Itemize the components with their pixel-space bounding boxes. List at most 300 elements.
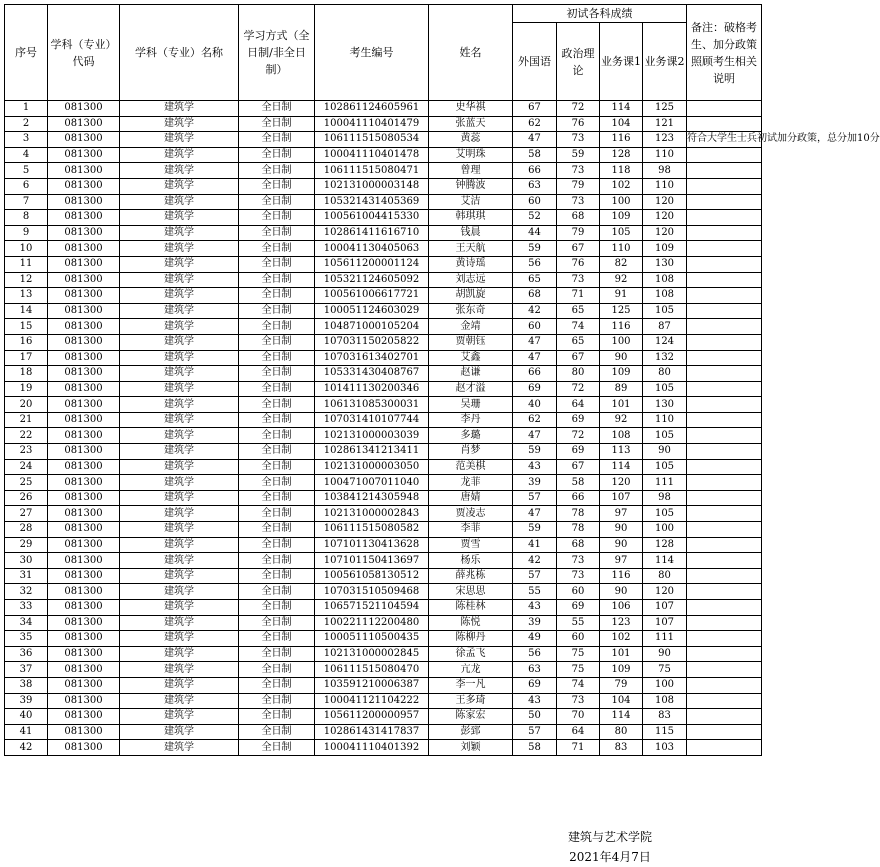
cell-major-code: 081300 [48,568,120,584]
cell-major-code: 081300 [48,210,120,226]
cell-student-name: 韩琪琪 [429,210,513,226]
cell-index: 18 [5,366,48,382]
cell-politics-score: 71 [557,288,600,304]
cell-index: 21 [5,412,48,428]
cell-course-2-score: 107 [643,615,687,631]
cell-foreign-language-score: 57 [513,724,557,740]
cell-course-2-score: 105 [643,459,687,475]
table-row [5,210,762,226]
cell-politics-score: 80 [557,366,600,382]
cell-politics-score: 65 [557,334,600,350]
cell-study-mode: 全日制 [239,101,315,117]
cell-course-2-score: 80 [643,568,687,584]
cell-politics-score: 72 [557,381,600,397]
cell-major-code: 081300 [48,631,120,647]
cell-remark [687,194,762,210]
cell-major-name: 建筑学 [120,178,239,194]
cell-foreign-language-score: 65 [513,272,557,288]
cell-major-name: 建筑学 [120,522,239,538]
header-scores-group: 初试各科成绩 [513,5,687,23]
cell-study-mode: 全日制 [239,444,315,460]
cell-student-name: 陈桂林 [429,600,513,616]
cell-major-name: 建筑学 [120,584,239,600]
header-politics: 政治理论 [557,23,600,101]
table-row [5,693,762,709]
cell-foreign-language-score: 59 [513,241,557,257]
cell-index: 6 [5,178,48,194]
cell-course-1-score: 92 [600,412,643,428]
cell-remark [687,646,762,662]
cell-index: 4 [5,147,48,163]
cell-major-code: 081300 [48,584,120,600]
cell-politics-score: 79 [557,225,600,241]
cell-major-code: 081300 [48,428,120,444]
cell-exam-id: 103591210006387 [315,677,429,693]
cell-politics-score: 55 [557,615,600,631]
cell-course-1-score: 97 [600,553,643,569]
cell-politics-score: 73 [557,194,600,210]
cell-course-2-score: 75 [643,662,687,678]
cell-index: 10 [5,241,48,257]
table-row [5,194,762,210]
cell-major-code: 081300 [48,506,120,522]
cell-exam-id: 107031150205822 [315,334,429,350]
cell-politics-score: 68 [557,537,600,553]
cell-politics-score: 69 [557,444,600,460]
cell-foreign-language-score: 66 [513,163,557,179]
cell-major-name: 建筑学 [120,225,239,241]
footer [530,827,690,867]
cell-course-1-score: 102 [600,178,643,194]
cell-index: 2 [5,116,48,132]
cell-course-1-score: 83 [600,740,643,756]
cell-index: 1 [5,101,48,117]
cell-study-mode: 全日制 [239,288,315,304]
cell-course-2-score: 105 [643,428,687,444]
cell-politics-score: 68 [557,210,600,226]
table-row [5,537,762,553]
cell-major-code: 081300 [48,241,120,257]
cell-student-name: 陈家宏 [429,709,513,725]
cell-course-1-score: 114 [600,459,643,475]
cell-student-name: 贾凌志 [429,506,513,522]
cell-major-name: 建筑学 [120,428,239,444]
cell-major-name: 建筑学 [120,568,239,584]
cell-exam-id: 102131000002843 [315,506,429,522]
cell-course-2-score: 120 [643,225,687,241]
cell-student-name: 刘志远 [429,272,513,288]
cell-course-1-score: 100 [600,334,643,350]
cell-student-name: 张蓝天 [429,116,513,132]
cell-course-1-score: 104 [600,693,643,709]
cell-course-1-score: 116 [600,319,643,335]
cell-student-name: 黄诗瑶 [429,256,513,272]
cell-foreign-language-score: 60 [513,194,557,210]
cell-remark [687,397,762,413]
cell-remark [687,693,762,709]
cell-student-name: 赵才溢 [429,381,513,397]
cell-foreign-language-score: 57 [513,490,557,506]
table-row [5,147,762,163]
cell-foreign-language-score: 55 [513,584,557,600]
cell-politics-score: 73 [557,163,600,179]
cell-politics-score: 69 [557,600,600,616]
cell-politics-score: 67 [557,459,600,475]
cell-course-2-score: 109 [643,241,687,257]
cell-student-name: 黄蕊 [429,132,513,148]
cell-index: 41 [5,724,48,740]
table-row [5,412,762,428]
cell-major-code: 081300 [48,459,120,475]
cell-exam-id: 107101130413628 [315,537,429,553]
cell-index: 19 [5,381,48,397]
cell-student-name: 王天航 [429,241,513,257]
cell-exam-id: 106111515080470 [315,662,429,678]
cell-politics-score: 72 [557,101,600,117]
cell-student-name: 胡凯旋 [429,288,513,304]
cell-student-name: 李菲 [429,522,513,538]
cell-major-code: 081300 [48,132,120,148]
cell-politics-score: 58 [557,475,600,491]
cell-major-code: 081300 [48,381,120,397]
cell-major-code: 081300 [48,475,120,491]
cell-exam-id: 106111515080471 [315,163,429,179]
cell-exam-id: 106571521104594 [315,600,429,616]
cell-student-name: 贾雪 [429,537,513,553]
cell-foreign-language-score: 39 [513,615,557,631]
cell-course-1-score: 101 [600,646,643,662]
cell-remark [687,147,762,163]
cell-study-mode: 全日制 [239,568,315,584]
cell-exam-id: 100471007011040 [315,475,429,491]
cell-politics-score: 78 [557,506,600,522]
cell-course-1-score: 113 [600,444,643,460]
cell-study-mode: 全日制 [239,366,315,382]
cell-exam-id: 102131000003039 [315,428,429,444]
cell-exam-id: 102131000003050 [315,459,429,475]
cell-index: 39 [5,693,48,709]
cell-foreign-language-score: 62 [513,412,557,428]
cell-study-mode: 全日制 [239,475,315,491]
table-row [5,740,762,756]
cell-remark [687,381,762,397]
cell-major-name: 建筑学 [120,116,239,132]
cell-major-code: 081300 [48,553,120,569]
cell-index: 5 [5,163,48,179]
cell-course-2-score: 123 [643,132,687,148]
cell-exam-id: 102131000002845 [315,646,429,662]
cell-course-1-score: 92 [600,272,643,288]
cell-politics-score: 67 [557,241,600,257]
cell-major-name: 建筑学 [120,334,239,350]
header-exam-id: 考生编号 [315,5,429,101]
cell-exam-id: 102861411616710 [315,225,429,241]
cell-politics-score: 72 [557,428,600,444]
cell-remark [687,334,762,350]
cell-remark [687,537,762,553]
cell-course-2-score: 111 [643,631,687,647]
cell-politics-score: 75 [557,646,600,662]
cell-study-mode: 全日制 [239,615,315,631]
cell-remark [687,615,762,631]
cell-student-name: 赵谦 [429,366,513,382]
cell-major-name: 建筑学 [120,397,239,413]
cell-index: 29 [5,537,48,553]
cell-student-name: 多璐 [429,428,513,444]
cell-index: 17 [5,350,48,366]
cell-study-mode: 全日制 [239,428,315,444]
cell-remark [687,163,762,179]
cell-student-name: 范美棋 [429,459,513,475]
cell-course-2-score: 100 [643,677,687,693]
cell-major-name: 建筑学 [120,350,239,366]
cell-politics-score: 60 [557,631,600,647]
cell-exam-id: 100041121104222 [315,693,429,709]
cell-remark [687,178,762,194]
cell-foreign-language-score: 63 [513,662,557,678]
cell-study-mode: 全日制 [239,506,315,522]
header-major-name: 学科（专业）名称 [120,5,239,101]
cell-study-mode: 全日制 [239,397,315,413]
cell-student-name: 唐婧 [429,490,513,506]
cell-student-name: 王多琦 [429,693,513,709]
cell-course-1-score: 100 [600,194,643,210]
cell-remark [687,631,762,647]
cell-remark [687,677,762,693]
cell-course-1-score: 89 [600,381,643,397]
cell-foreign-language-score: 67 [513,101,557,117]
cell-major-code: 081300 [48,646,120,662]
cell-course-2-score: 132 [643,350,687,366]
cell-study-mode: 全日制 [239,537,315,553]
cell-index: 11 [5,256,48,272]
cell-major-code: 081300 [48,412,120,428]
cell-course-1-score: 104 [600,116,643,132]
cell-study-mode: 全日制 [239,553,315,569]
cell-index: 16 [5,334,48,350]
cell-course-1-score: 128 [600,147,643,163]
cell-major-name: 建筑学 [120,101,239,117]
cell-study-mode: 全日制 [239,116,315,132]
cell-course-1-score: 116 [600,568,643,584]
cell-study-mode: 全日制 [239,210,315,226]
cell-course-2-score: 115 [643,724,687,740]
cell-study-mode: 全日制 [239,662,315,678]
cell-exam-id: 103841214305948 [315,490,429,506]
cell-major-name: 建筑学 [120,490,239,506]
cell-course-1-score: 105 [600,225,643,241]
cell-remark [687,506,762,522]
cell-major-code: 081300 [48,600,120,616]
cell-study-mode: 全日制 [239,631,315,647]
table-row [5,319,762,335]
cell-foreign-language-score: 60 [513,319,557,335]
cell-study-mode: 全日制 [239,272,315,288]
table-row [5,272,762,288]
cell-remark [687,522,762,538]
cell-study-mode: 全日制 [239,490,315,506]
cell-study-mode: 全日制 [239,178,315,194]
cell-index: 32 [5,584,48,600]
cell-course-1-score: 125 [600,303,643,319]
table-row [5,677,762,693]
cell-remark [687,101,762,117]
cell-politics-score: 76 [557,116,600,132]
cell-major-code: 081300 [48,334,120,350]
cell-study-mode: 全日制 [239,709,315,725]
cell-course-1-score: 114 [600,709,643,725]
cell-remark [687,724,762,740]
table-row [5,334,762,350]
cell-foreign-language-score: 56 [513,646,557,662]
cell-politics-score: 71 [557,740,600,756]
cell-major-code: 081300 [48,693,120,709]
cell-course-2-score: 105 [643,303,687,319]
cell-study-mode: 全日制 [239,740,315,756]
cell-exam-id: 102861341213411 [315,444,429,460]
table-row [5,475,762,491]
cell-major-name: 建筑学 [120,256,239,272]
cell-major-name: 建筑学 [120,693,239,709]
header-index: 序号 [5,5,48,101]
header-remark: 备注：破格考生、加分政策照顾考生相关说明 [687,5,762,101]
score-table [4,4,880,756]
cell-exam-id: 104871000105204 [315,319,429,335]
cell-major-code: 081300 [48,256,120,272]
cell-student-name: 艾鑫 [429,350,513,366]
cell-study-mode: 全日制 [239,693,315,709]
cell-study-mode: 全日制 [239,194,315,210]
cell-foreign-language-score: 42 [513,553,557,569]
cell-student-name: 刘颖 [429,740,513,756]
cell-course-2-score: 90 [643,444,687,460]
cell-remark [687,428,762,444]
cell-major-name: 建筑学 [120,381,239,397]
cell-major-code: 081300 [48,225,120,241]
cell-exam-id: 107031410107744 [315,412,429,428]
cell-major-code: 081300 [48,194,120,210]
cell-exam-id: 106111515080582 [315,522,429,538]
cell-major-code: 081300 [48,615,120,631]
cell-remark [687,709,762,725]
cell-course-2-score: 103 [643,740,687,756]
cell-foreign-language-score: 69 [513,381,557,397]
cell-exam-id: 100041110401392 [315,740,429,756]
cell-major-code: 081300 [48,709,120,725]
cell-politics-score: 64 [557,397,600,413]
cell-remark [687,662,762,678]
cell-remark [687,553,762,569]
cell-exam-id: 106131085300031 [315,397,429,413]
cell-exam-id: 100221112200480 [315,615,429,631]
cell-major-code: 081300 [48,319,120,335]
cell-course-1-score: 118 [600,163,643,179]
cell-course-1-score: 108 [600,428,643,444]
table-row [5,506,762,522]
cell-study-mode: 全日制 [239,334,315,350]
cell-study-mode: 全日制 [239,132,315,148]
header-course-2: 业务课2 [643,23,687,101]
cell-index: 33 [5,600,48,616]
cell-remark [687,568,762,584]
cell-major-name: 建筑学 [120,163,239,179]
table-row [5,459,762,475]
cell-student-name: 李丹 [429,412,513,428]
table-row [5,225,762,241]
cell-course-2-score: 87 [643,319,687,335]
footer-date: 2021年4月7日 [569,850,651,864]
cell-remark [687,490,762,506]
cell-remark [687,366,762,382]
cell-course-1-score: 109 [600,210,643,226]
cell-course-2-score: 98 [643,490,687,506]
cell-study-mode: 全日制 [239,677,315,693]
cell-course-1-score: 123 [600,615,643,631]
header-course-1: 业务课1 [600,23,643,101]
cell-exam-id: 100051124603029 [315,303,429,319]
cell-course-2-score: 108 [643,288,687,304]
cell-remark [687,241,762,257]
cell-index: 34 [5,615,48,631]
cell-index: 40 [5,709,48,725]
cell-major-code: 081300 [48,101,120,117]
cell-study-mode: 全日制 [239,350,315,366]
cell-major-name: 建筑学 [120,709,239,725]
cell-course-1-score: 114 [600,101,643,117]
cell-major-code: 081300 [48,272,120,288]
cell-foreign-language-score: 39 [513,475,557,491]
cell-politics-score: 79 [557,178,600,194]
cell-student-name: 张东奇 [429,303,513,319]
table-row [5,178,762,194]
cell-study-mode: 全日制 [239,241,315,257]
cell-student-name: 薛兆栋 [429,568,513,584]
cell-student-name: 金靖 [429,319,513,335]
table-row [5,615,762,631]
cell-major-code: 081300 [48,490,120,506]
cell-student-name: 艾明珠 [429,147,513,163]
cell-remark [687,444,762,460]
cell-foreign-language-score: 50 [513,709,557,725]
cell-course-1-score: 80 [600,724,643,740]
cell-major-name: 建筑学 [120,677,239,693]
cell-foreign-language-score: 58 [513,740,557,756]
cell-exam-id: 105331430408767 [315,366,429,382]
cell-foreign-language-score: 42 [513,303,557,319]
cell-index: 27 [5,506,48,522]
cell-remark [687,412,762,428]
cell-index: 20 [5,397,48,413]
cell-remark [687,210,762,226]
cell-course-2-score: 121 [643,116,687,132]
cell-study-mode: 全日制 [239,724,315,740]
cell-foreign-language-score: 44 [513,225,557,241]
cell-foreign-language-score: 47 [513,506,557,522]
cell-study-mode: 全日制 [239,303,315,319]
cell-course-2-score: 124 [643,334,687,350]
cell-politics-score: 73 [557,553,600,569]
cell-politics-score: 73 [557,132,600,148]
cell-foreign-language-score: 69 [513,677,557,693]
cell-study-mode: 全日制 [239,646,315,662]
cell-study-mode: 全日制 [239,522,315,538]
cell-exam-id: 100561058130512 [315,568,429,584]
cell-course-1-score: 97 [600,506,643,522]
table-row [5,256,762,272]
cell-index: 9 [5,225,48,241]
cell-remark [687,303,762,319]
cell-major-code: 081300 [48,522,120,538]
